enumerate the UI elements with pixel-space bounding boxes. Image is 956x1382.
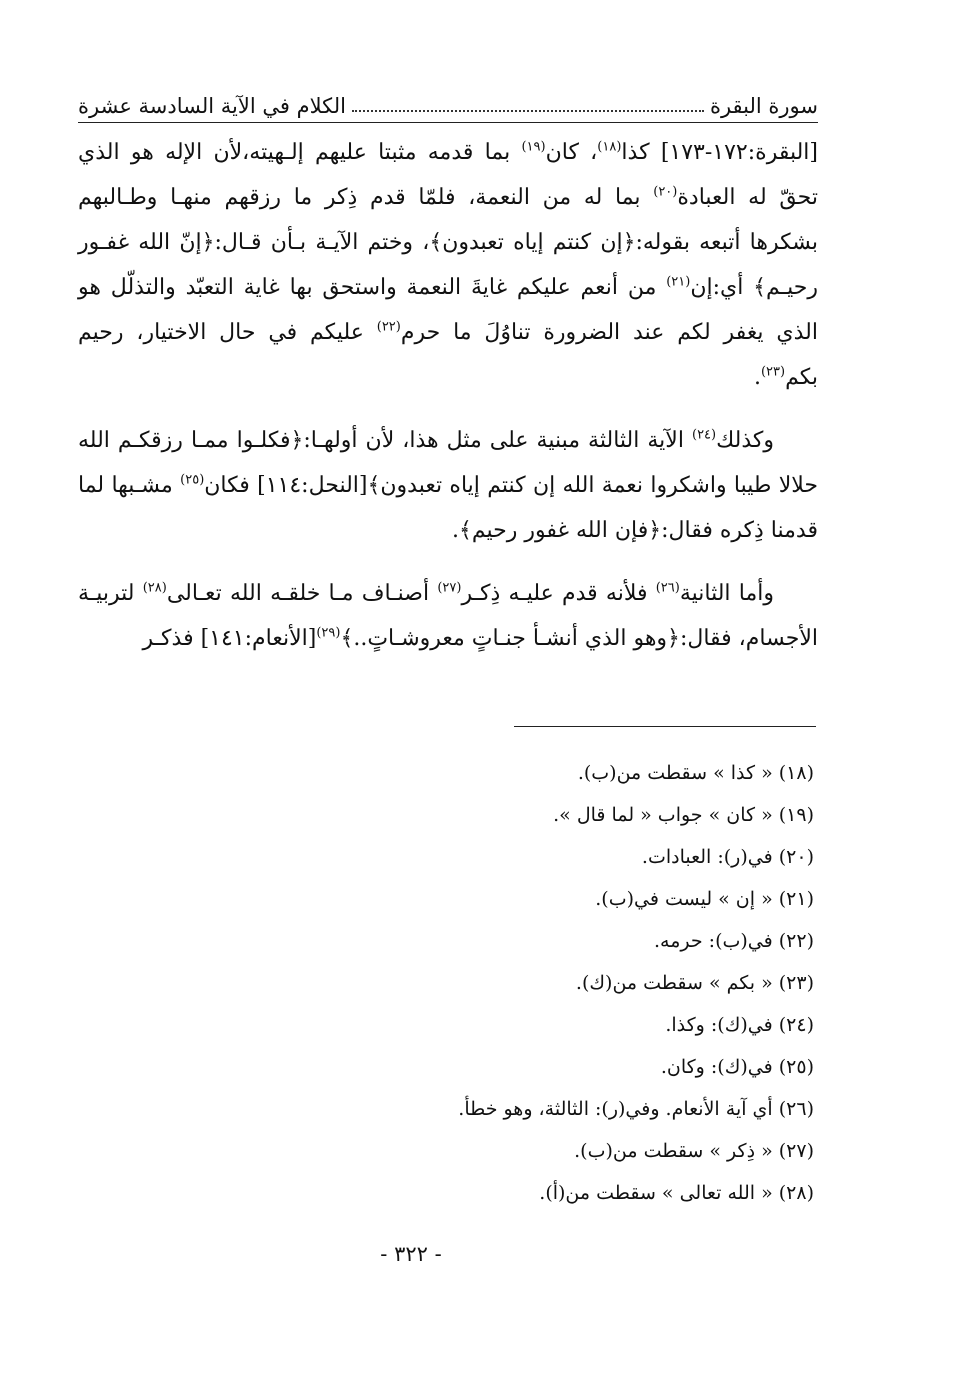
text-run: وكذلك: [716, 428, 774, 453]
text-run: بما له من النعمة، فلمّا قدم ذِكر ما رزقهم منهـا وطـالبهم بشكرها أتبعه بقوله:﴿إن كنتم إياه تعبدون﴾، وختم الآيـة بـأن قـال:﴿إنّ الله غفـور رحيـم﴾ أي:إن: [78, 185, 818, 300]
text-run: بما قدمه مثبتا عليهم إلـهيته،لأن الإله هو الذي تحقّ له العبادة: [78, 140, 819, 210]
footnote-reference: (٢٤): [691, 427, 717, 443]
header-dotted-leader: [352, 109, 704, 112]
text-run: وأما الثانية: [679, 581, 774, 606]
footnote-reference: (٢٧): [437, 580, 462, 596]
text-run: أصنـاف مـا خلقـه الله تعـالى: [166, 581, 438, 606]
text-run: [الأنعام:١٤١] فذكـر: [142, 626, 317, 651]
footnote-reference: (١٨): [597, 139, 622, 155]
header-surah-title: سورة البقرة: [709, 94, 818, 118]
footnote-27: (٢٧) « ذِكر » سقطت من(ب).: [574, 1140, 814, 1162]
footnote-reference: (٢٩): [316, 625, 341, 641]
footnote-19: (١٩) « كان » جواب « لما قال ».: [553, 804, 814, 826]
footnote-18: (١٨) « كذا » سقطت من(ب).: [577, 762, 814, 784]
text-run: فلأنه قدم عليـه ذِكـر: [461, 581, 656, 606]
footnote-reference: (٢٥): [180, 472, 205, 488]
running-header: [78, 84, 818, 123]
footnote-reference: (٢٣): [760, 364, 786, 380]
footnote-21: (٢١) « إن » ليست في(ب).: [595, 888, 814, 910]
paragraph-3: [78, 571, 818, 661]
footnote-25: (٢٥) في(ك): وكان.: [660, 1056, 814, 1078]
footnote-reference: (١٩): [521, 139, 546, 155]
page-number: - ٣٢٢ -: [380, 1242, 442, 1266]
footnote-23: (٢٣) « بكم » سقطت من(ك).: [575, 972, 814, 994]
text-run: عليكم في حال الاختيار، رحيم بكم: [78, 320, 818, 390]
text-run: لتربيـة الأجسام، فقال:﴿وهو الذي أنشـأ جنـاتٍ معروشـاتٍ..﴾: [78, 581, 818, 651]
footnote-28: (٢٨) « الله تعالى » سقطت من(أ).: [539, 1182, 814, 1204]
footnote-separator: [514, 726, 816, 727]
footnote-reference: (٢٠): [653, 184, 678, 200]
text-run: ، كان: [545, 140, 598, 165]
footnote-reference: (٢٢): [376, 319, 401, 335]
footnote-22: (٢٢) في(ب): حرمه.: [654, 930, 814, 952]
footnotes-list: [314, 752, 814, 1214]
footnote-20: (٢٠) في(ر): العبادات.: [641, 846, 814, 868]
footnote-reference: (٢٦): [655, 580, 680, 596]
paragraph-1: [78, 130, 818, 400]
header-section-title: الكلام في الآية السادسة عشرة: [78, 94, 346, 118]
main-text: [78, 130, 818, 679]
footnote-reference: (٢٨): [142, 580, 167, 596]
text-run: .: [753, 365, 761, 390]
footnote-reference: (٢١): [666, 274, 691, 290]
text-run: الآية الثالثة مبنية على مثل هذا، لأن أولهـا:﴿فكلـوا ممـا رزقكـم الله حلالا طيبا واشكروا نعمة الله إن كنتم إياه تعبدون﴾[النحل:١١٤] فكان: [78, 428, 818, 498]
footnote-26: (٢٦) أي آية الأنعام. وفي(ر): الثالثة، وهو خطأ.: [458, 1098, 814, 1120]
text-run: من أنعم عليكم غايةَ النعمة واستحق بها غاية التعبّد والتذلّل هو الذي يغفر لكم عند الضرورة تناوُلَ ما حرم: [78, 275, 819, 345]
paragraph-2: [78, 418, 818, 553]
text-run: مشـبها لما قدمنا ذِكره فقال:﴿فإن الله غفور رحيم﴾.: [78, 473, 818, 543]
footnote-24: (٢٤) في(ك): وكذا.: [665, 1014, 814, 1036]
text-run: [البقرة:١٧٢-١٧٣] كذا: [621, 140, 818, 165]
